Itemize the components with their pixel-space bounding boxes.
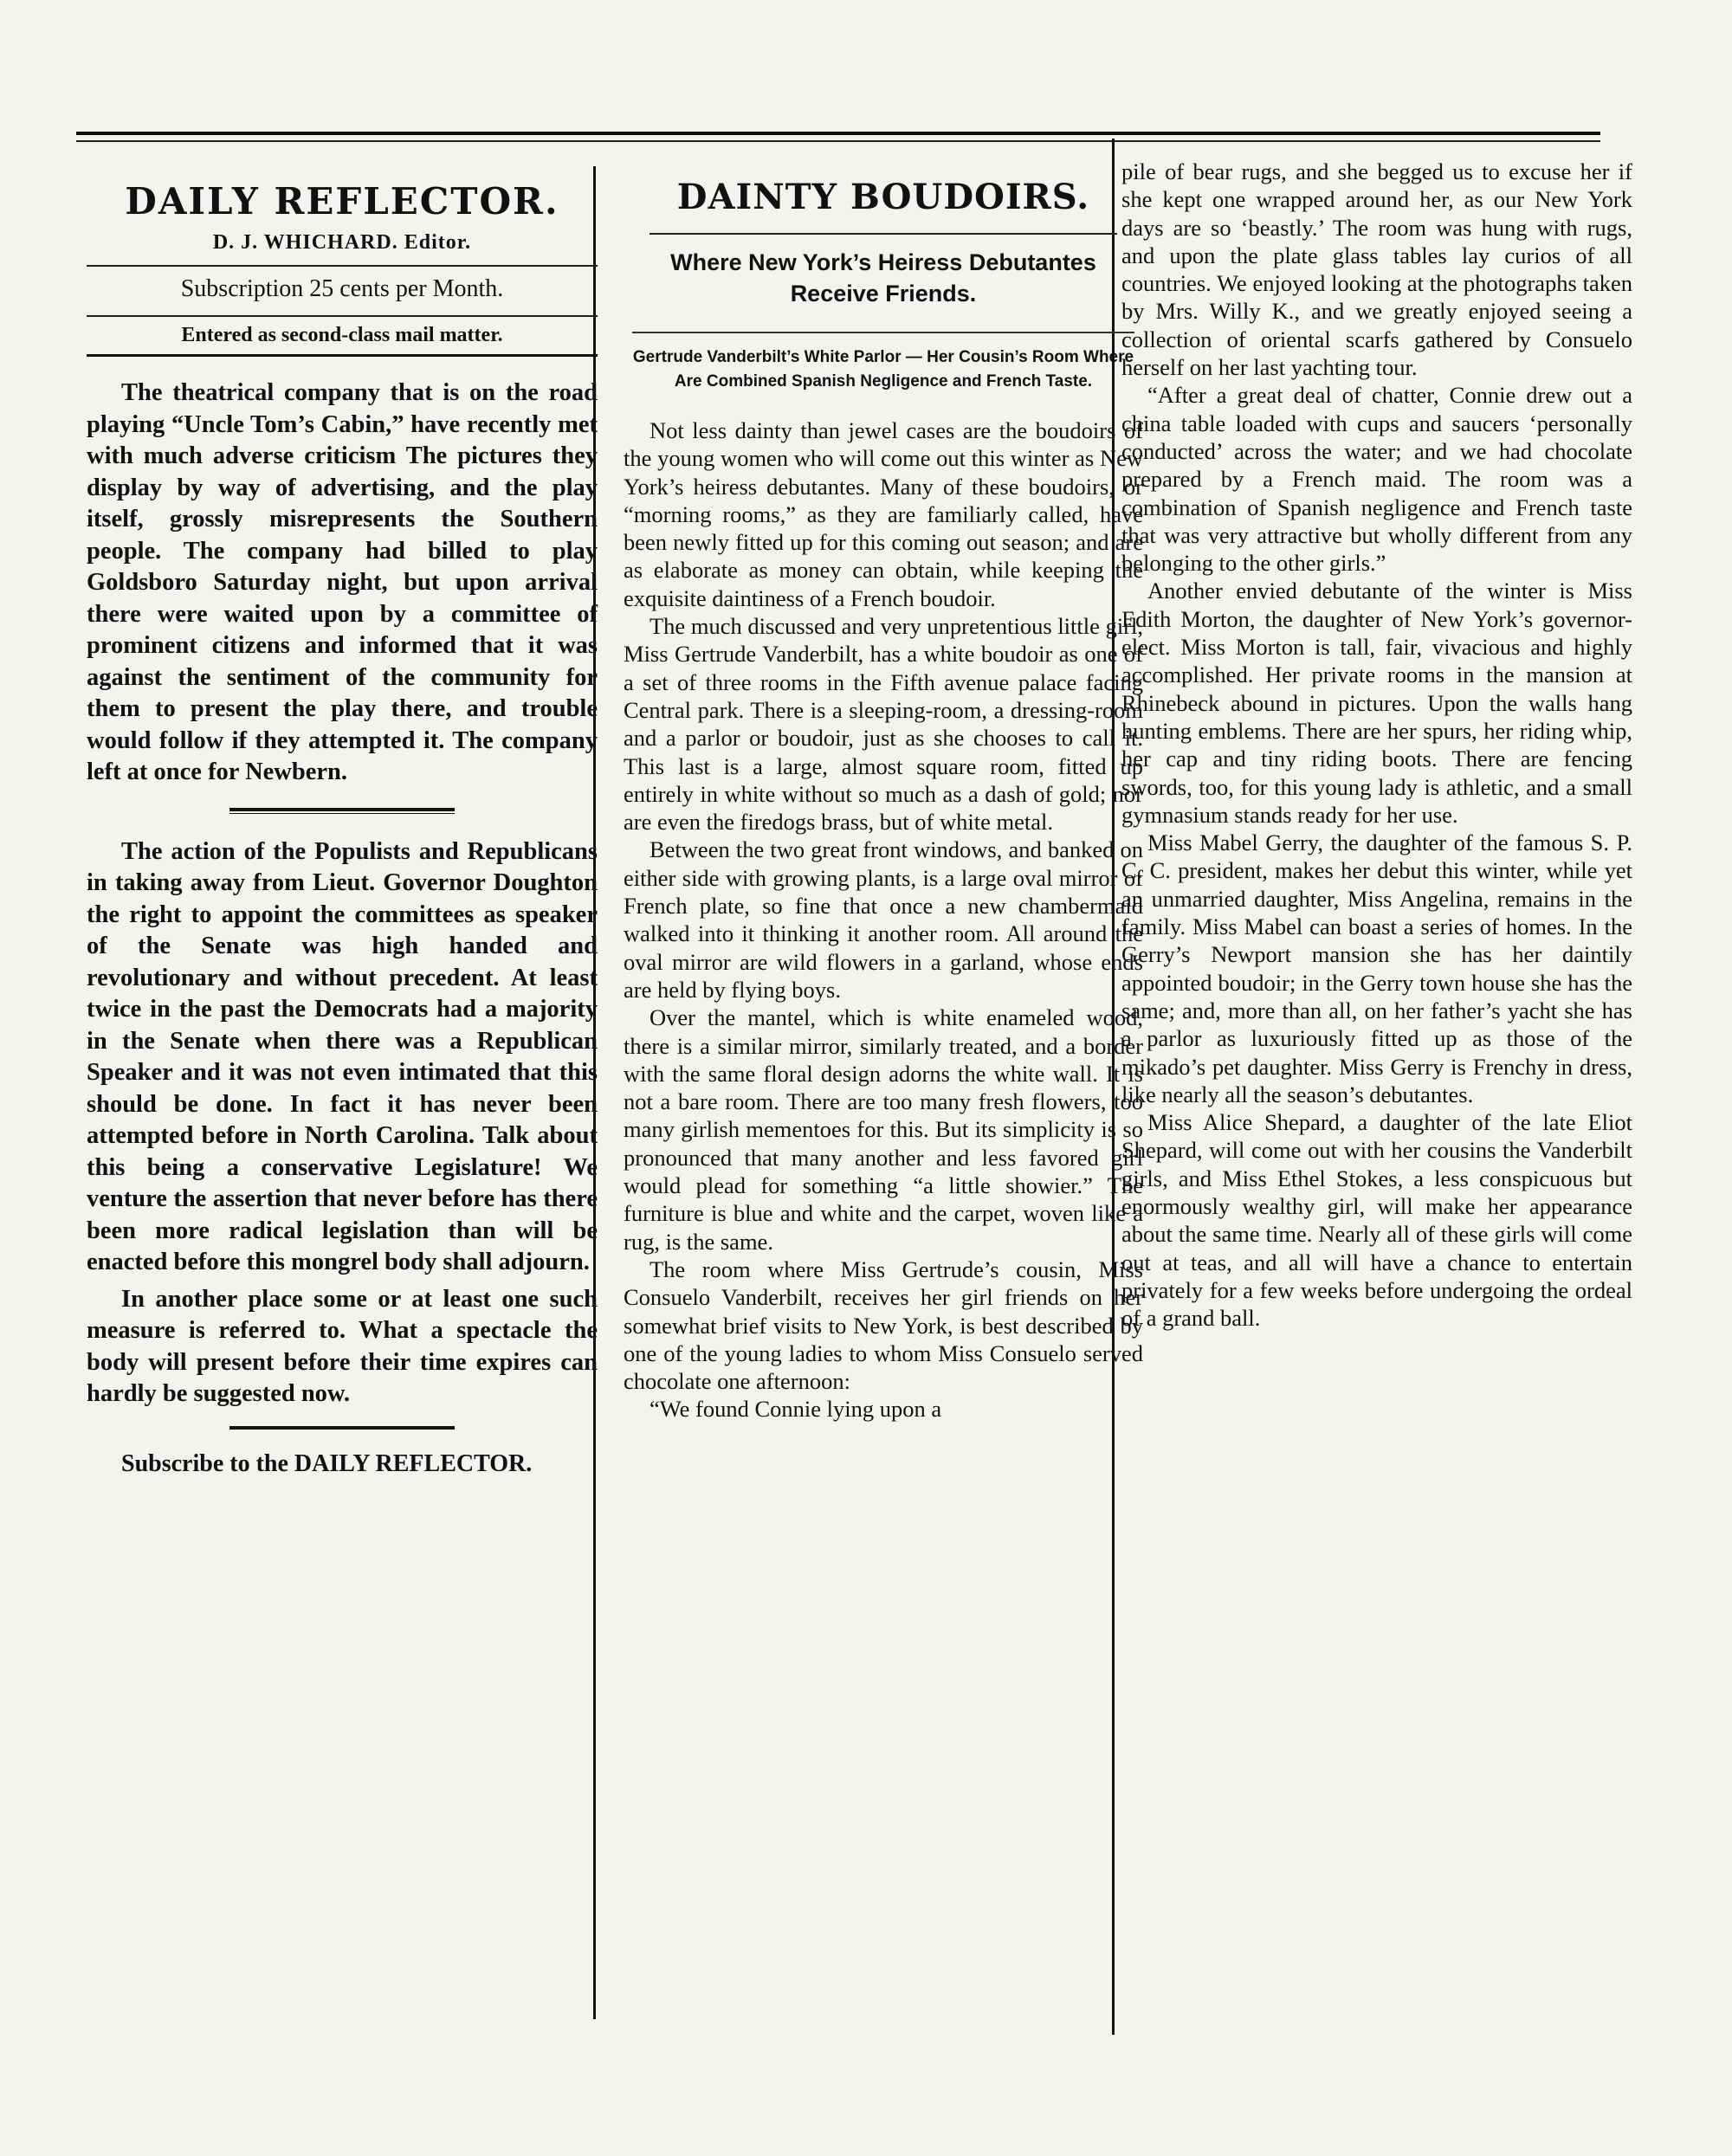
top-rule — [76, 132, 1600, 135]
column-dainty-boudoirs — [624, 156, 1143, 1423]
subscribe-notice: Subscribe to the DAILY REFLECTOR. — [121, 1449, 533, 1477]
masthead-editor: D. J. WHICHARD. Editor. — [212, 231, 472, 254]
editorial-spectacle: In another place some or at least one such measure is referred to. What a spectacle the body will present before their time expires can hardly be suggested now. — [87, 1285, 598, 1407]
article-paragraph: Another envied debutante of the winter is Miss Edith Morton, the daughter of New York’s governor-elect. Miss Morton is tall, fair, vivacious and highly accomplished. Her private rooms in the mansion at Rhinebeck abound in pictures. Upon the walls hang hunting emblems. There are her spurs, her riding whip, her cap and tiny riding boots. There are fencing swords, too, for this young lady is athletic, and a small gymnasium stands ready for her use. — [1121, 578, 1632, 828]
masthead-title: DAILY REFLECTOR. — [125, 180, 559, 223]
article-paragraph: pile of bear rugs, and she begged us to excuse her if she kept one wrapped around her, as our New York days are so ‘beastly.’ The room was hung with rugs, and upon the plate glass tables lay curios of all countries. We enjoyed looking at the photographs taken by Mrs. Willy K., and we greatly enjoyed seeing a collection of oriental scarfs gathered by Consuelo herself on her last yachting tour. — [1121, 158, 1632, 381]
article-paragraph: “We found Connie lying upon a — [650, 1396, 942, 1423]
article-paragraph: “After a great deal of chatter, Connie drew out a china table loaded with cups and saucers ‘personally conducted’ across the water; and we had chocolate prepared by a French maid. The room was a combination of Spanish negligence and French taste that was very attractive but wholly different from any belonging to the other girls.” — [1121, 382, 1632, 577]
article-paragraph: The room where Miss Gertrude’s cousin, Miss Consuelo Vanderbilt, receives her girl friends on her somewhat brief visits to New York, is best described by one of the young ladies to whom Miss Consuelo served chocolate one afternoon: — [624, 1256, 1143, 1395]
article-paragraph: Between the two great front windows, and banked on either side with growing plants, is a large oval mirror of French plate, so fine that once a new chambermaid walked into it thinking it another room. All around the oval mirror are wild flowers in a garland, whose ends are held by flying boys. — [624, 836, 1143, 1003]
separator-rule-2 — [229, 1426, 455, 1430]
column-editorial — [87, 156, 598, 1480]
article-paragraph: The much discussed and very unpretentious little girl, Miss Gertrude Vanderbilt, has a white boudoir as one of a set of three rooms in the Fifth avenue palace facing Central park. There is a sleeping-room, a dressing-room and a parlor or boudoir, just as she chooses to call it. This last is a large, almost square room, fitted up entirely in white without so much as a dash of gold; nor are even the firedogs brass, but of white metal. — [624, 613, 1143, 836]
column-dainty-boudoirs-continued — [1121, 158, 1632, 1332]
masthead-subscription: Subscription 25 cents per Month. — [87, 265, 598, 303]
top-rule-thin — [76, 140, 1600, 142]
article-deck: Gertrude Vanderbilt’s White Parlor — Her Cousin’s Room Where Are Combined Spanish Negligence and French Taste. — [632, 332, 1134, 394]
article-headline: DAINTY BOUDOIRS. — [676, 177, 1090, 217]
separator-rule — [229, 808, 455, 814]
editorial-populists: The action of the Populists and Republicans in taking away from Lieut. Governor Doughton the right to appoint the committees as speaker of the Senate was high handed and revolutionary and without precedent. At least twice in the past the Democrats had a majority in the Senate when there was a Republican Speaker and it was not even intimated that this should be done. In fact it has never been attempted before in North Carolina. Talk about this being a conservative Legislature! We venture the assertion that never before has there been more radical legislation than will be enacted before this mongrel body shall adjourn. — [87, 837, 598, 1275]
editorial-uncle-toms-cabin: The theatrical company that is on the road playing “Uncle Tom’s Cabin,” have recently met with much adverse criticism The pictures they display by way of advertising, and the play itself, grossly misrepresents the Southern people. The company had billed to play Goldsboro Saturday night, but upon arrival there were waited upon by a committee of prominent citizens and informed that it was against the sentiment of the community for them to present the play there, and trouble would follow if they attempted it. The company left at once for Newbern. — [87, 379, 598, 785]
masthead-entered: Entered as second-class mail matter. — [87, 315, 598, 357]
article-paragraph: Miss Alice Shepard, a daughter of the late Eliot Shepard, will come out with her cousins the Vanderbilt girls, and Miss Ethel Stokes, a less conspicuous but enormously wealthy girl, will make her appearance about the same time. Nearly all of these girls will come out at teas, and all will have a chance to entertain privately for a few weeks before undergoing the ordeal of a grand ball. — [1121, 1109, 1632, 1332]
article-paragraph: Over the mantel, which is white enameled wood, there is a similar mirror, similarly treated, and a border with the same floral design adorns the white wall. It is not a bare room. There are too many fresh flowers, too many girlish mementoes for this. But its simplicity is so pronounced that many another and less favored girl would plead for something “a little showier.” The furniture is blue and white and the carpet, woven like a rug, is the same. — [624, 1004, 1143, 1255]
article-paragraph: Not less dainty than jewel cases are the boudoirs of the young women who will come out this winter as New York’s heiress debutantes. Many of these boudoirs, or “morning rooms,” as they are familiarly called, have been newly fitted up for this coming out season; and are as elaborate as money can obtain, while keeping the exquisite daintiness of a French boudoir. — [624, 417, 1143, 611]
article-paragraph: Miss Mabel Gerry, the daughter of the famous S. P. C. C. president, makes her debut this winter, while yet an unmarried daughter, Miss Angelina, remains in the family. Miss Mabel can boast a series of homes. In the Gerry’s Newport mansion she has her daintily appointed boudoir; in the Gerry town house she has the same; and, more than all, on her father’s yacht she has a parlor as luxuriously fitted up as those of the mikado’s pet daughter. Miss Gerry is Frenchy in dress, like nearly all the season’s debutantes. — [1121, 829, 1632, 1107]
article-subhead: Where New York’s Heiress Debutantes Receive Friends. — [650, 233, 1117, 309]
